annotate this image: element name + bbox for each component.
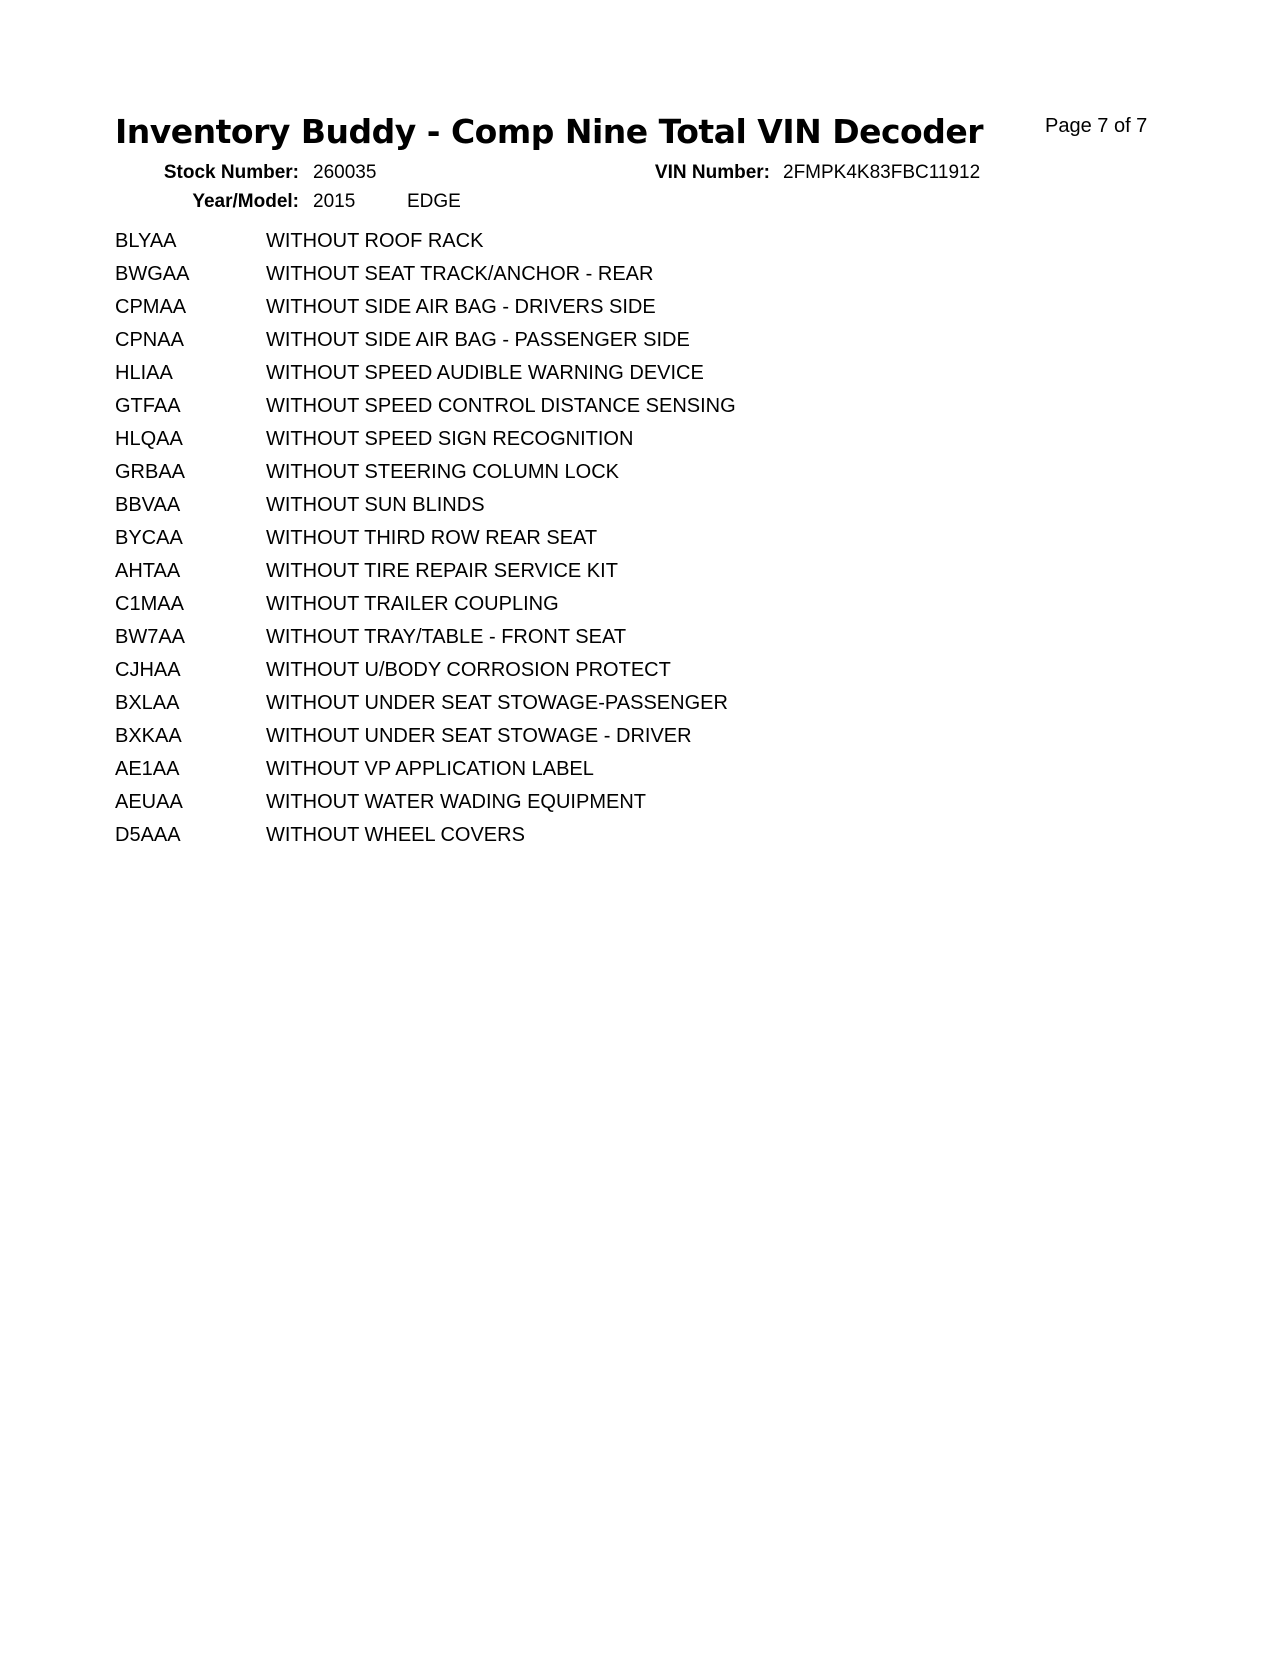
option-code: BLYAA <box>115 230 177 252</box>
year-value: 2015 <box>313 191 356 212</box>
option-description: WITHOUT VP APPLICATION LABEL <box>266 758 594 780</box>
vin-number-label: VIN Number: <box>654 162 770 183</box>
option-description: WITHOUT TRAY/TABLE - FRONT SEAT <box>266 626 627 648</box>
option-description: WITHOUT SPEED SIGN RECOGNITION <box>266 428 634 450</box>
document-title: Inventory Buddy - Comp Nine Total VIN Decoder <box>115 112 983 151</box>
option-description: WITHOUT SIDE AIR BAG - DRIVERS SIDE <box>266 296 656 318</box>
option-description: WITHOUT WATER WADING EQUIPMENT <box>266 791 646 813</box>
option-code: HLQAA <box>115 428 183 450</box>
option-code: BWGAA <box>115 263 190 285</box>
option-description: WITHOUT UNDER SEAT STOWAGE-PASSENGER <box>266 692 728 714</box>
option-description: WITHOUT TIRE REPAIR SERVICE KIT <box>266 560 618 582</box>
option-description: WITHOUT SPEED CONTROL DISTANCE SENSING <box>266 395 736 417</box>
option-code: AHTAA <box>115 560 181 582</box>
page-number: Page 7 of 7 <box>1045 115 1148 137</box>
option-code: GTFAA <box>115 395 181 417</box>
option-description: WITHOUT SEAT TRACK/ANCHOR - REAR <box>266 263 654 285</box>
stock-number-label: Stock Number: <box>163 162 299 183</box>
stock-number-value: 260035 <box>313 162 377 183</box>
option-code: BBVAA <box>115 494 181 516</box>
year-model-label: Year/Model: <box>192 191 299 212</box>
option-description: WITHOUT TRAILER COUPLING <box>266 593 559 615</box>
option-code: BXKAA <box>115 725 182 747</box>
option-code: C1MAA <box>115 593 184 615</box>
option-code: D5AAA <box>115 824 181 846</box>
option-description: WITHOUT THIRD ROW REAR SEAT <box>266 527 598 549</box>
option-code: CPMAA <box>115 296 187 318</box>
option-description: WITHOUT SIDE AIR BAG - PASSENGER SIDE <box>266 329 690 351</box>
option-code: BW7AA <box>115 626 186 648</box>
option-code: AE1AA <box>115 758 180 780</box>
option-code: GRBAA <box>115 461 186 483</box>
option-description: WITHOUT SPEED AUDIBLE WARNING DEVICE <box>266 362 704 384</box>
option-code: AEUAA <box>115 791 183 813</box>
option-description: WITHOUT UNDER SEAT STOWAGE - DRIVER <box>266 725 692 747</box>
option-code: HLIAA <box>115 362 173 384</box>
option-description: WITHOUT STEERING COLUMN LOCK <box>266 461 619 483</box>
option-description: WITHOUT ROOF RACK <box>266 230 484 252</box>
vin-number-value: 2FMPK4K83FBC11912 <box>783 162 981 183</box>
option-code: BYCAA <box>115 527 183 549</box>
model-value: EDGE <box>407 191 461 212</box>
option-code: BXLAA <box>115 692 180 714</box>
option-code: CJHAA <box>115 659 181 681</box>
option-description: WITHOUT U/BODY CORROSION PROTECT <box>266 659 671 681</box>
option-description: WITHOUT SUN BLINDS <box>266 494 485 516</box>
option-code: CPNAA <box>115 329 184 351</box>
option-description: WITHOUT WHEEL COVERS <box>266 824 525 846</box>
